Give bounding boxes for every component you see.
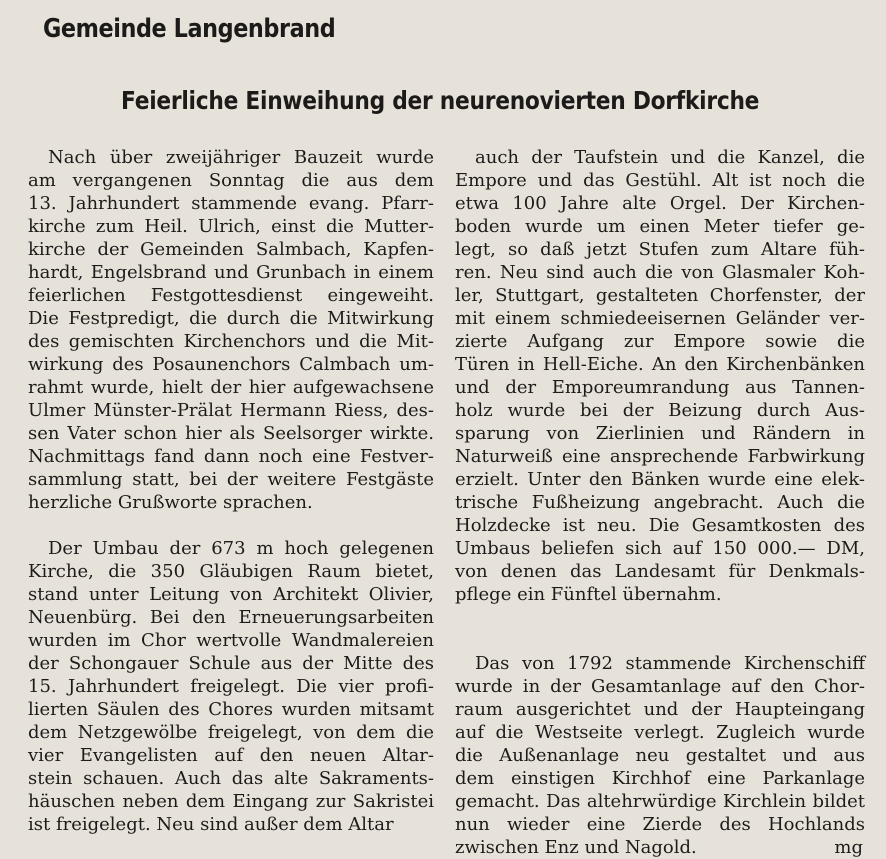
text-line: 15. Jahrhundert freigelegt. Die vier profi-	[28, 676, 434, 697]
text-line: stand unter Leitung von Architekt Olivier,	[28, 584, 434, 605]
text-line: sen Vater schon hier als Seelsorger wirkte.	[28, 423, 434, 444]
paragraph	[455, 146, 865, 606]
text-line: gemacht. Das altehrwürdige Kirchlein bildet	[455, 791, 865, 812]
text-line: legt, so daß jetzt Stufen zum Altare füh-	[455, 239, 865, 260]
text-line: kirche zum Heil. Ulrich, einst die Mutter-	[28, 216, 434, 237]
text-line: Nach über zweijähriger Bauzeit wurde	[48, 147, 434, 168]
text-line: mit einem schmiedeeisernen Geländer ver-	[455, 308, 865, 329]
text-line: wirkung des Posaunenchors Calmbach um-	[28, 354, 434, 375]
text-line: stein schauen. Auch das alte Sakraments-	[28, 768, 434, 789]
text-line: rahmt wurde, hielt der hier aufgewachsene	[28, 377, 434, 398]
text-line: von denen das Landesamt für Denkmals-	[455, 561, 865, 582]
text-line: feierlichen Festgottesdienst eingeweiht.	[28, 285, 434, 306]
text-line: Empore und das Gestühl. Alt ist noch die	[455, 170, 865, 191]
text-line: lierten Säulen des Chores wurden mitsamt	[28, 699, 434, 720]
right-column	[455, 146, 865, 859]
text-line: der Schongauer Schule aus der Mitte des	[28, 653, 434, 674]
text-line-content: zwischen Enz und Nagold.	[455, 837, 697, 858]
text-line: ist freigelegt. Neu sind außer dem Altar	[28, 814, 394, 835]
text-line: etwa 100 Jahre alte Orgel. Der Kirchen-	[455, 193, 865, 214]
text-line: raum ausgerichtet und der Haupteingang	[455, 699, 865, 720]
text-line: Kirche, die 350 Gläubigen Raum bietet,	[28, 561, 434, 582]
text-line: dem Netzgewölbe freigelegt, von dem die	[28, 722, 434, 743]
text-line	[455, 836, 865, 859]
text-line: herzliche Grußworte sprachen.	[28, 492, 313, 513]
paragraph	[455, 652, 865, 859]
text-line: am vergangenen Sonntag die aus dem	[28, 170, 434, 191]
text-line: und der Emporeumrandung aus Tannen-	[455, 377, 865, 398]
text-line: pflege ein Fünftel übernahm.	[455, 584, 722, 605]
text-line: erzielt. Unter den Bänken wurde eine elek-	[455, 469, 865, 490]
paragraph	[28, 146, 434, 514]
text-line: Naturweiß eine ansprechende Farbwirkung	[455, 446, 865, 467]
text-line: hardt, Engelsbrand und Grunbach in einem	[28, 262, 434, 283]
text-line: Die Festpredigt, die durch die Mitwirkung	[28, 308, 434, 329]
text-line: die Außenanlage neu gestaltet und aus	[455, 745, 865, 766]
text-line: Holzdecke ist neu. Die Gesamtkosten des	[455, 515, 865, 536]
text-line: Türen in Hell-Eiche. An den Kirchenbänken	[455, 354, 865, 375]
text-line: kirche der Gemeinden Salmbach, Kapfen-	[28, 239, 434, 260]
text-line: auch der Taufstein und die Kanzel, die	[475, 147, 865, 168]
text-line: Der Umbau der 673 m hoch gelegenen	[48, 538, 434, 559]
text-line: auf die Westseite verlegt. Zugleich wurde	[455, 722, 865, 743]
text-line: vier Evangelisten auf den neuen Altar-	[28, 745, 434, 766]
article-headline: Feierliche Einweihung der neurenovierten Dorfkirche	[121, 86, 760, 115]
text-line: des gemischten Kirchenchors und die Mit-	[28, 331, 434, 352]
text-line: Das von 1792 stammende Kirchenschiff	[475, 653, 865, 674]
text-line: Neuenbürg. Bei den Erneuerungsarbeiten	[28, 607, 434, 628]
text-line: dem einstigen Kirchhof eine Parkanlage	[455, 768, 865, 789]
text-line: ren. Neu sind auch die von Glasmaler Koh-	[455, 262, 865, 283]
text-line: 13. Jahrhundert stammende evang. Pfarr-	[28, 193, 434, 214]
author-signature: mg	[834, 837, 863, 858]
text-line: Nachmittags fand dann noch eine Festver-	[28, 446, 434, 467]
text-line: häuschen neben dem Eingang zur Sakristei	[28, 791, 434, 812]
text-line: ler, Stuttgart, gestalteten Chorfenster, der	[455, 285, 865, 306]
left-column	[28, 146, 434, 836]
text-line: holz wurde bei der Beizung durch Aus-	[455, 400, 865, 421]
text-line: sammlung statt, bei der weitere Festgäste	[28, 469, 434, 490]
text-line: Umbaus beliefen sich auf 150 000.— DM,	[455, 538, 865, 559]
text-line: sparung von Zierlinien und Rändern in	[455, 423, 865, 444]
text-line: Ulmer Münster-Prälat Hermann Riess, des-	[28, 400, 434, 421]
section-title: Gemeinde Langenbrand	[43, 14, 336, 44]
paragraph	[28, 537, 434, 836]
text-line: zierte Aufgang zur Empore sowie die	[455, 331, 865, 352]
text-line: boden wurde um einen Meter tiefer ge-	[455, 216, 865, 237]
text-line: wurden im Chor wertvolle Wandmalereien	[28, 630, 434, 651]
text-line: trische Fußheizung angebracht. Auch die	[455, 492, 865, 513]
text-line: wurde in der Gesamtanlage auf den Chor-	[455, 676, 865, 697]
text-line: nun wieder eine Zierde des Hochlands	[455, 814, 865, 835]
